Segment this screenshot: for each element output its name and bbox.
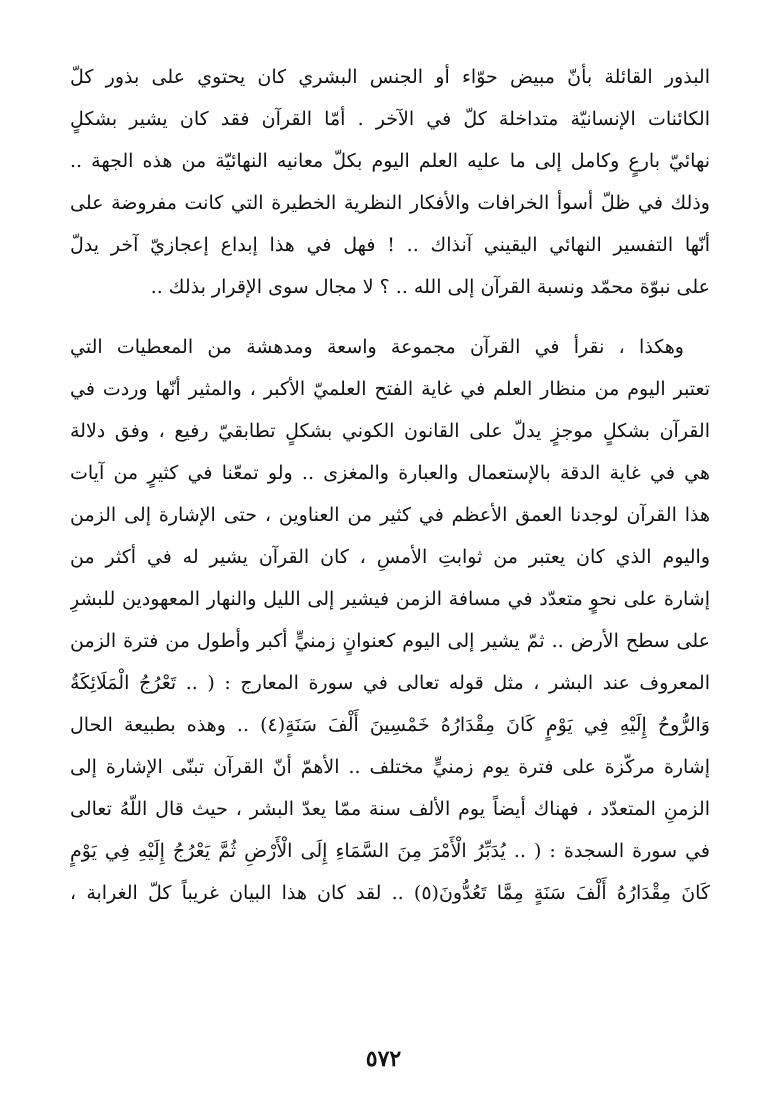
text-line: القرآن بشكلٍ موجزٍ يدلّ على القانون الكوني بشكلٍ تطابقيّ رفيع ، وفق دلالة bbox=[70, 420, 710, 442]
text-line: على سطح الأرض .. ثمّ يشير إلى اليوم كعنوانٍ زمنيٍّ أكبر وأطول من فترة الزمن bbox=[70, 630, 710, 652]
text-line: تعتبر اليوم من منظار العلم في غاية الفتح العلميّ الأكبر ، والمثير أنّها وردت في bbox=[70, 378, 710, 400]
page-number: ٥٧٢ bbox=[365, 1046, 402, 1072]
text-line: وهكذا ، نقرأ في القرآن مجموعة واسعة ومدهشة من المعطيات التي bbox=[70, 336, 684, 358]
text-line: البذور القائلة بأنّ مبيض حوّاء أو الجنس البشري كان يحتوي على بذور كلّ bbox=[70, 66, 710, 88]
text-line: الكائنات الإنسانيّة متداخلة كلّ في الآخر . أمّا القرآن فقد كان يشير بشكلٍ bbox=[70, 108, 710, 130]
text-line: المعروف عند البشر ، مثل قوله تعالى في سورة المعارج : ( .. تَعْرُجُ الْمَلَائِكَةُ bbox=[70, 672, 710, 694]
paragraph-1 bbox=[70, 56, 710, 308]
text-line: إشارة مركّزة على فترة يوم زمنيٍّ مختلف .. الأهمّ أنّ القرآن تبنّى الإشارة إلى bbox=[70, 756, 710, 778]
paragraph-2 bbox=[70, 326, 710, 914]
text-line: الزمنِ المتعدّد ، فهناك أيضاً يوم الألف سنة ممّا يعدّ البشر ، حيث قال اللّهُ تعالى bbox=[70, 798, 710, 820]
text-line: على نبوّة محمّد ونسبة القرآن إلى الله .. ؟ لا مجال سوى الإقرار بذلك .. bbox=[150, 276, 710, 298]
text-line: نهائيّ بارعٍ وكامل إلى ما عليه العلم اليوم بكلّ معانيه النهائيّة من هذه الجهة .. bbox=[70, 150, 710, 172]
text-line: كَانَ مِقْدَارُهُ أَلْفَ سَنَةٍ مِمَّا تَعُدُّونَ(٥) .. لقد كان هذا البيان غريباً كلّ الغرابة ، bbox=[70, 882, 710, 904]
text-line: واليوم الذي كان يعتبر من ثوابتِ الأمسِ ، كان القرآن يشير له في أكثر من bbox=[70, 546, 710, 568]
text-line: أنّها التفسير النهائي اليقيني آنذاك .. ! فهل في هذا إبداع إعجازيّ آخر يدلّ bbox=[70, 234, 710, 256]
text-line: هي في غاية الدقة بالإستعمال والعبارة والمغزى .. ولو تمعّنا في كثيرٍ من آيات bbox=[70, 462, 710, 484]
text-line: وذلك في ظلّ أسوأ الخرافات والأفكار النظرية الخطيرة التي كانت مفروضة على bbox=[70, 192, 710, 214]
text-line: إشارة على نحوٍ متعدّد في مسافة الزمن فيشير إلى الليل والنهار المعهودين للبشرِ bbox=[70, 588, 710, 610]
text-line: هذا القرآن لوجدنا العمق الأعظم في كثير من العناوين ، حتى الإشارة إلى الزمن bbox=[70, 504, 710, 526]
text-line: وَالرُّوحُ إِلَيْهِ فِي يَوْمٍ كَانَ مِقْدَارُهُ خَمْسِينَ أَلْفَ سَنَةٍ(٤) .. وهذه بطبيعة الحال bbox=[70, 714, 710, 736]
text-line: في سورة السجدة : ( .. يُدَبِّرُ الْأَمْرَ مِنَ السَّمَاءِ إِلَى الْأَرْضِ ثُمَّ يَعْرُجُ إِلَيْهِ فِي يَوْمٍ bbox=[70, 840, 710, 862]
